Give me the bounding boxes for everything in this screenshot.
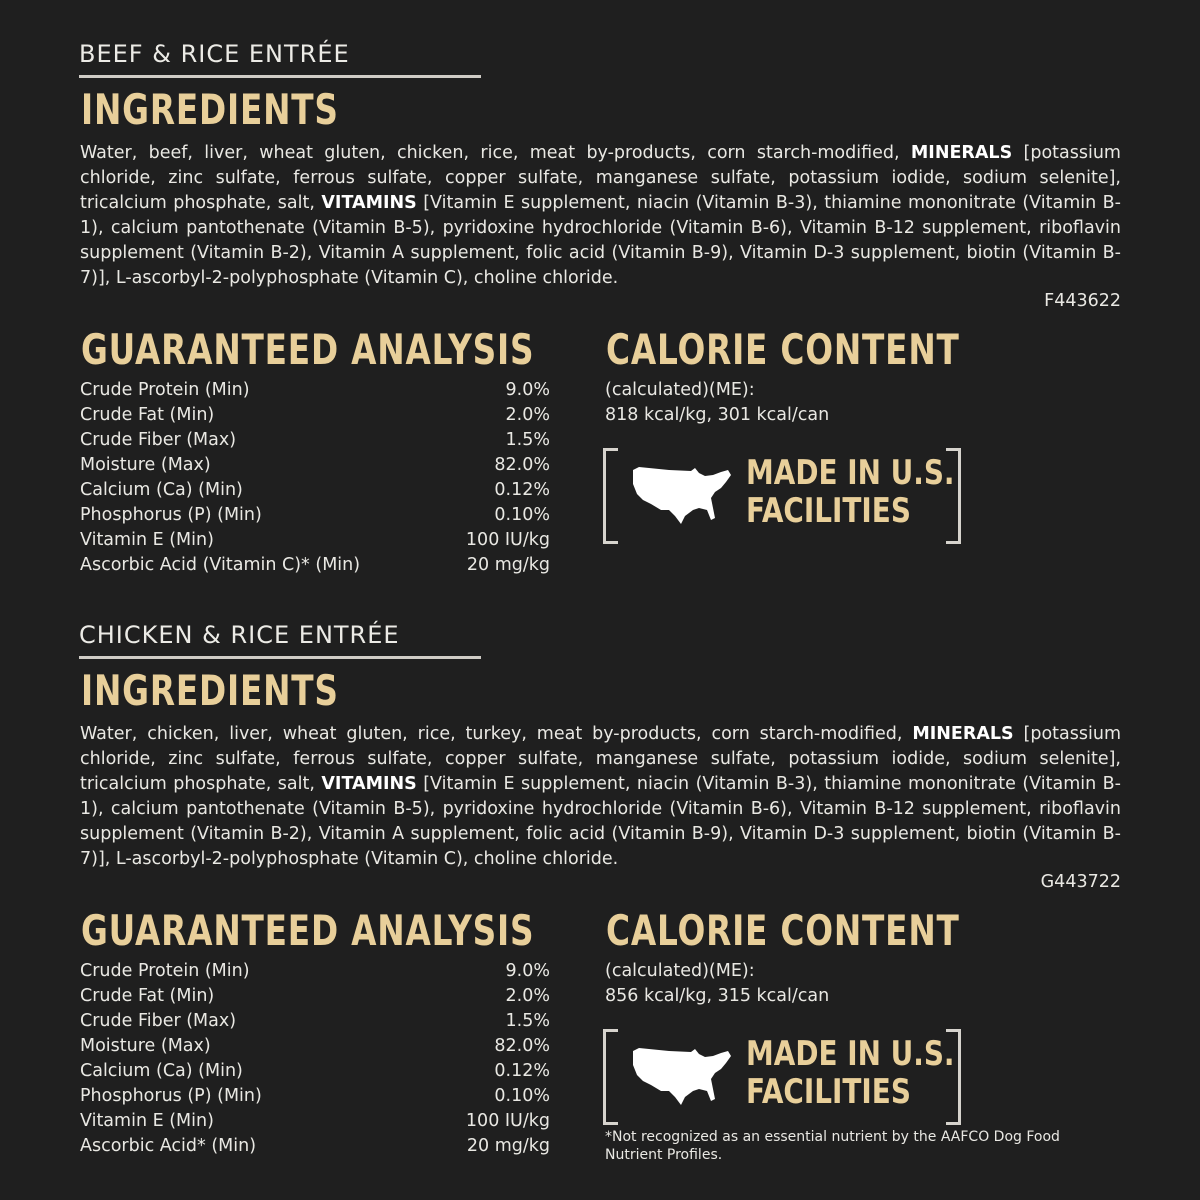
ingredients-part-2: [potassium chloride, zinc sulfate, ferrous sulfate, copper sulfate, manganese sulfate, potassium iodide, sodium selenite], tricalcium phosphate, salt,: [80, 143, 1121, 213]
analysis-label: Calcium (Ca) (Min): [80, 1061, 243, 1081]
analysis-value: 100 IU/kg: [465, 1111, 550, 1131]
lot-code: G443722: [1040, 872, 1121, 892]
vitamins-label: VITAMINS: [321, 774, 417, 794]
ingredients-text: [80, 722, 1121, 872]
made-in-usa-badge: [603, 1029, 961, 1121]
analysis-value: 9.0%: [505, 380, 550, 400]
ingredients-part-1: Water, chicken, liver, wheat gluten, rice, turkey, meat by-products, corn starch-modified,: [80, 724, 913, 744]
ingredients-part-3: [Vitamin E supplement, niacin (Vitamin B-3), thiamine mononitrate (Vitamin B-1), calcium pantothenate (Vitamin B-5), pyridoxine hydrochloride (Vitamin B-6), Vitamin B-12 supplement, riboflavin supplement (Vitamin B-2), Vitamin A supplement, folic acid (Vitamin B-9), Vitamin D-3 supplement, biotin (Vitamin B-7)], L-ascorbyl-2-polyphosphate (Vitamin C), choline chloride.: [80, 193, 1121, 288]
analysis-value: 0.10%: [494, 1086, 550, 1106]
analysis-value: 82.0%: [494, 455, 550, 475]
analysis-value: 0.12%: [494, 480, 550, 500]
badge-line-2: FACILITIES: [746, 491, 911, 531]
analysis-value: 1.5%: [505, 430, 550, 450]
analysis-value: 20 mg/kg: [466, 555, 550, 575]
analysis-label: Vitamin E (Min): [80, 1111, 214, 1131]
usa-map-icon: [629, 1045, 733, 1107]
made-in-usa-badge: [603, 448, 961, 540]
analysis-label: Vitamin E (Min): [80, 530, 214, 550]
calorie-label: (calculated)(ME):: [605, 961, 755, 981]
ingredients-heading: INGREDIENTS: [81, 666, 339, 715]
analysis-label: Crude Protein (Min): [80, 961, 250, 981]
analysis-row: [80, 1059, 550, 1084]
analysis-label: Phosphorus (P) (Min): [80, 505, 262, 525]
ingredients-part-1: Water, beef, liver, wheat gluten, chicken, rice, meat by-products, corn starch-modified,: [80, 143, 911, 163]
analysis-table: [80, 959, 550, 1159]
badge-text: [746, 1034, 955, 1112]
analysis-table: [80, 378, 550, 578]
calorie-heading: CALORIE CONTENT: [606, 906, 960, 955]
analysis-value: 0.12%: [494, 1061, 550, 1081]
ingredients-part-2: [potassium chloride, zinc sulfate, ferrous sulfate, copper sulfate, manganese sulfate, potassium iodide, sodium selenite], tricalcium phosphate, salt,: [80, 724, 1122, 794]
calorie-values: 856 kcal/kg, 315 kcal/can: [605, 986, 830, 1006]
product-name: CHICKEN & RICE ENTRÉE: [79, 621, 400, 649]
analysis-label: Ascorbic Acid (Vitamin C)* (Min): [80, 555, 361, 575]
analysis-value: 0.10%: [494, 505, 550, 525]
analysis-row: [80, 403, 550, 428]
analysis-label: Crude Protein (Min): [80, 380, 250, 400]
analysis-row: [80, 453, 550, 478]
calorie-label: (calculated)(ME):: [605, 380, 755, 400]
analysis-row: [80, 1034, 550, 1059]
analysis-row: [80, 1109, 550, 1134]
analysis-heading: GUARANTEED ANALYSIS: [81, 906, 535, 955]
lot-code: F443622: [1044, 291, 1121, 311]
usa-map-icon: [629, 464, 733, 526]
calorie-values: 818 kcal/kg, 301 kcal/can: [605, 405, 830, 425]
ingredients-heading: INGREDIENTS: [81, 85, 339, 134]
analysis-row: [80, 503, 550, 528]
analysis-value: 20 mg/kg: [466, 1136, 550, 1156]
analysis-value: 2.0%: [505, 986, 550, 1006]
minerals-label: MINERALS: [912, 724, 1014, 744]
badge-line-2: FACILITIES: [746, 1072, 911, 1112]
analysis-label: Crude Fat (Min): [80, 986, 215, 1006]
calorie-heading: CALORIE CONTENT: [606, 325, 960, 374]
badge-line-1: MADE IN U.S.: [746, 1034, 955, 1074]
analysis-row: [80, 378, 550, 403]
analysis-row: [80, 478, 550, 503]
analysis-row: [80, 428, 550, 453]
analysis-label: Phosphorus (P) (Min): [80, 1086, 262, 1106]
analysis-row: [80, 959, 550, 984]
analysis-row: [80, 1084, 550, 1109]
ingredients-part-3: [Vitamin E supplement, niacin (Vitamin B-3), thiamine mononitrate (Vitamin B-1), calcium pantothenate (Vitamin B-5), pyridoxine hydrochloride (Vitamin B-6), Vitamin B-12 supplement, riboflavin supplement (Vitamin B-2), Vitamin A supplement, folic acid (Vitamin B-9), Vitamin D-3 supplement, biotin (Vitamin B-7)], L-ascorbyl-2-polyphosphate (Vitamin C), choline chloride.: [80, 774, 1121, 869]
analysis-label: Crude Fiber (Max): [80, 1011, 237, 1031]
analysis-value: 2.0%: [505, 405, 550, 425]
analysis-row: [80, 553, 550, 578]
analysis-heading: GUARANTEED ANALYSIS: [81, 325, 535, 374]
analysis-label: Moisture (Max): [80, 455, 211, 475]
divider: [79, 656, 481, 659]
ingredients-text: [80, 141, 1121, 291]
minerals-label: MINERALS: [910, 143, 1013, 163]
bracket-left: [603, 1029, 618, 1125]
analysis-row: [80, 1009, 550, 1034]
analysis-value: 100 IU/kg: [465, 530, 550, 550]
analysis-row: [80, 1134, 550, 1159]
analysis-value: 1.5%: [505, 1011, 550, 1031]
badge-text: [746, 453, 955, 531]
footnote: *Not recognized as an essential nutrient by the AAFCO Dog Food Nutrient Profiles.: [605, 1129, 1060, 1163]
analysis-row: [80, 984, 550, 1009]
analysis-value: 9.0%: [505, 961, 550, 981]
analysis-row: [80, 528, 550, 553]
product-name: BEEF & RICE ENTRÉE: [79, 40, 350, 68]
bracket-left: [603, 448, 618, 544]
analysis-label: Ascorbic Acid* (Min): [80, 1136, 257, 1156]
analysis-value: 82.0%: [494, 1036, 550, 1056]
badge-line-1: MADE IN U.S.: [746, 453, 955, 493]
analysis-label: Moisture (Max): [80, 1036, 211, 1056]
analysis-label: Crude Fat (Min): [80, 405, 215, 425]
divider: [79, 75, 481, 78]
analysis-label: Crude Fiber (Max): [80, 430, 237, 450]
analysis-label: Calcium (Ca) (Min): [80, 480, 243, 500]
vitamins-label: VITAMINS: [321, 193, 417, 213]
